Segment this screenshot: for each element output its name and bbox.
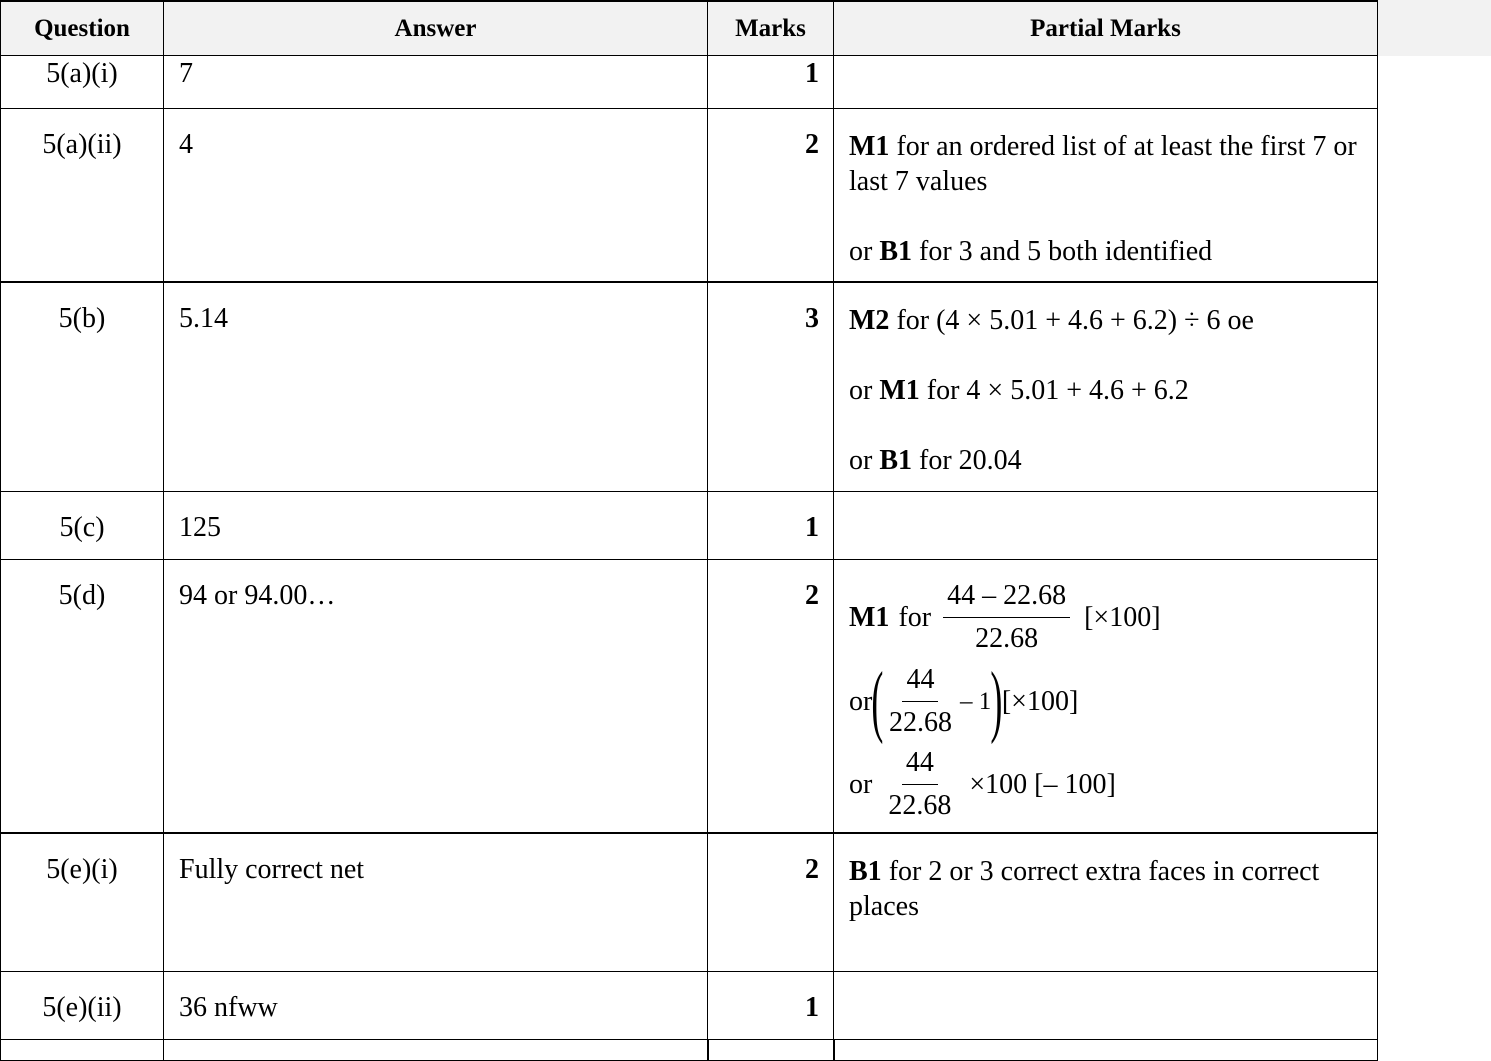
multiplier-text: [×100]: [1084, 602, 1161, 633]
partial-mark-line: [849, 129, 1363, 199]
partial-marks-cell: [834, 833, 1378, 972]
table-row: [1, 833, 1378, 972]
mark-code: M1: [879, 375, 920, 406]
mark-code: B1: [879, 236, 913, 267]
answer-cell: 36 nfww: [164, 972, 708, 1040]
marks-cell: [708, 1040, 834, 1061]
table-row: [1, 56, 1378, 109]
question-cell: 5(b): [1, 282, 164, 492]
answer-column-header: Answer: [164, 1, 708, 56]
partial-mark-line: [849, 854, 1363, 924]
minus-one: – 1: [959, 687, 992, 715]
open-paren: (: [871, 657, 884, 745]
question-cell: 5(d): [1, 560, 164, 834]
mark-prefix: or: [849, 375, 880, 406]
fraction: [885, 662, 956, 741]
fraction-denominator: 22.68: [975, 623, 1039, 654]
table-row: [1, 492, 1378, 560]
marks-cell: 1: [708, 972, 834, 1040]
marks-cell: 2: [708, 833, 834, 972]
question-cell: 5(a)(i): [1, 56, 164, 109]
question-cell: 5(c): [1, 492, 164, 560]
mark-text: for (4 × 5.01 + 4.6 + 6.2) ÷ 6 oe: [889, 305, 1254, 336]
partial-mark-line: [849, 303, 1363, 338]
mark-prefix: or: [849, 769, 873, 800]
partial-mark-line: [849, 443, 1363, 478]
marks-cell: 2: [708, 109, 834, 283]
mark-prefix: or: [849, 236, 880, 267]
fraction: [943, 578, 1070, 657]
answer-cell: 125: [164, 492, 708, 560]
question-cell: 5(e)(ii): [1, 972, 164, 1040]
answer-cell: 94 or 94.00…: [164, 560, 708, 834]
table-row: [1, 972, 1378, 1040]
fraction-denominator: 22.68: [888, 706, 952, 738]
table-row: [1, 560, 1378, 834]
partial-mark-line: [849, 234, 1363, 269]
for-word: for: [898, 602, 932, 633]
question-cell: 5(e)(i): [1, 833, 164, 972]
fraction-numerator: 44: [902, 662, 938, 702]
question-cell: [1, 1040, 164, 1061]
marks-cell: 3: [708, 282, 834, 492]
table-row: [1, 109, 1378, 283]
fraction-line-2: [849, 657, 1363, 745]
mark-text: for 2 or 3 correct extra faces in correct places: [849, 856, 1320, 922]
mark-text: for an ordered list of at least the first 7 or last 7 values: [849, 131, 1357, 197]
mark-text: for 3 and 5 both identified: [912, 236, 1213, 267]
partial-marks-cell: [834, 1040, 1378, 1061]
multiplier-text: [×100]: [1001, 685, 1079, 717]
mark-text: for 20.04: [912, 445, 1022, 476]
fraction-numerator: 44 – 22.68: [943, 578, 1070, 618]
partial-marks-cell: [834, 282, 1378, 492]
multiplier-text: ×100 [– 100]: [969, 769, 1116, 800]
partial-marks-cell: [834, 109, 1378, 283]
marks-cell: 1: [708, 56, 834, 109]
table-row-continuation: [1, 1040, 1378, 1061]
question-cell: 5(a)(ii): [1, 109, 164, 283]
partial-marks-cell: [834, 560, 1378, 834]
table-row: [1, 282, 1378, 492]
partial-marks-cell: [834, 492, 1378, 560]
marks-cell: 1: [708, 492, 834, 560]
partial-marks-column-header: Partial Marks: [834, 1, 1378, 56]
question-column-header: Question: [1, 1, 164, 56]
mark-code: M1: [849, 602, 890, 633]
partial-marks-cell: [834, 972, 1378, 1040]
mark-code: B1: [849, 856, 882, 887]
fraction-numerator: 44: [902, 745, 938, 785]
mark-text: for 4 × 5.01 + 4.6 + 6.2: [919, 375, 1189, 406]
mark-code: B1: [879, 445, 913, 476]
mark-prefix: or: [849, 445, 880, 476]
header-background-strip: [1376, 0, 1491, 56]
mark-code: M2: [849, 305, 890, 336]
fraction-line-1: [849, 578, 1363, 657]
fraction-denominator: 22.68: [888, 790, 952, 821]
mark-prefix: or: [849, 685, 873, 717]
close-paren: ): [990, 657, 1003, 745]
table-header-row: [1, 1, 1378, 56]
mark-code: M1: [849, 131, 890, 162]
answer-cell: 4: [164, 109, 708, 283]
partial-marks-cell: [834, 56, 1378, 109]
answer-cell: Fully correct net: [164, 833, 708, 972]
answer-cell: 5.14: [164, 282, 708, 492]
partial-mark-line: [849, 373, 1363, 408]
marks-cell: 2: [708, 560, 834, 834]
marks-column-header: Marks: [708, 1, 834, 56]
fraction: [884, 745, 955, 824]
fraction-line-3: [849, 745, 1363, 824]
answer-cell: [164, 1040, 708, 1061]
answer-cell: 7: [164, 56, 708, 109]
